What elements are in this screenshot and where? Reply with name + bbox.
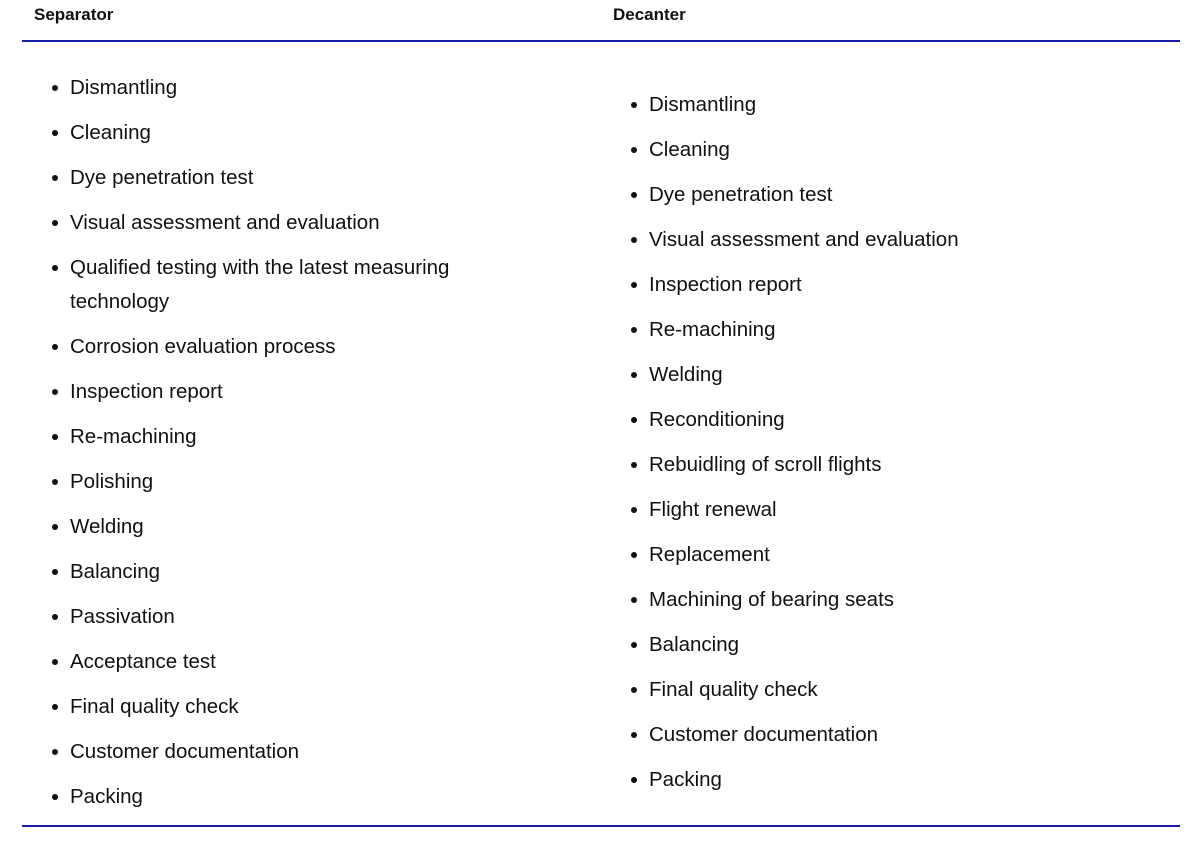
list-item: Inspection report [52,375,522,409]
list-item: Passivation [52,600,522,634]
list-item: Inspection report [631,268,1151,302]
list-item: Final quality check [52,690,522,724]
decanter-service-list [631,88,1151,808]
list-item: Visual assessment and evaluation [52,206,522,240]
list-item: Customer documentation [52,735,522,769]
list-item: Flight renewal [631,493,1151,527]
list-item: Polishing [52,465,522,499]
table-bottom-rule [22,825,1180,827]
list-item: Dismantling [52,71,522,105]
list-item: Dye penetration test [631,178,1151,212]
list-item: Balancing [52,555,522,589]
list-item: Customer documentation [631,718,1151,752]
list-item: Cleaning [52,116,522,150]
table-header-row [22,0,1180,42]
list-item: Qualified testing with the latest measuring technology [52,251,522,319]
service-table [22,0,1180,828]
list-item: Welding [631,358,1151,392]
separator-column-header: Separator [34,5,114,24]
list-item: Replacement [631,538,1151,572]
separator-service-list [52,71,522,825]
decanter-column-header: Decanter [613,5,686,24]
list-item: Welding [52,510,522,544]
list-item: Dye penetration test [52,161,522,195]
list-item: Cleaning [631,133,1151,167]
list-item: Dismantling [631,88,1151,122]
list-item: Machining of bearing seats [631,583,1151,617]
list-item: Packing [52,780,522,814]
list-item: Acceptance test [52,645,522,679]
list-item: Rebuidling of scroll flights [631,448,1151,482]
list-item: Balancing [631,628,1151,662]
list-item: Re-machining [52,420,522,454]
list-item: Corrosion evaluation process [52,330,522,364]
list-item: Packing [631,763,1151,797]
list-item: Re-machining [631,313,1151,347]
list-item: Reconditioning [631,403,1151,437]
list-item: Visual assessment and evaluation [631,223,1151,257]
list-item: Final quality check [631,673,1151,707]
